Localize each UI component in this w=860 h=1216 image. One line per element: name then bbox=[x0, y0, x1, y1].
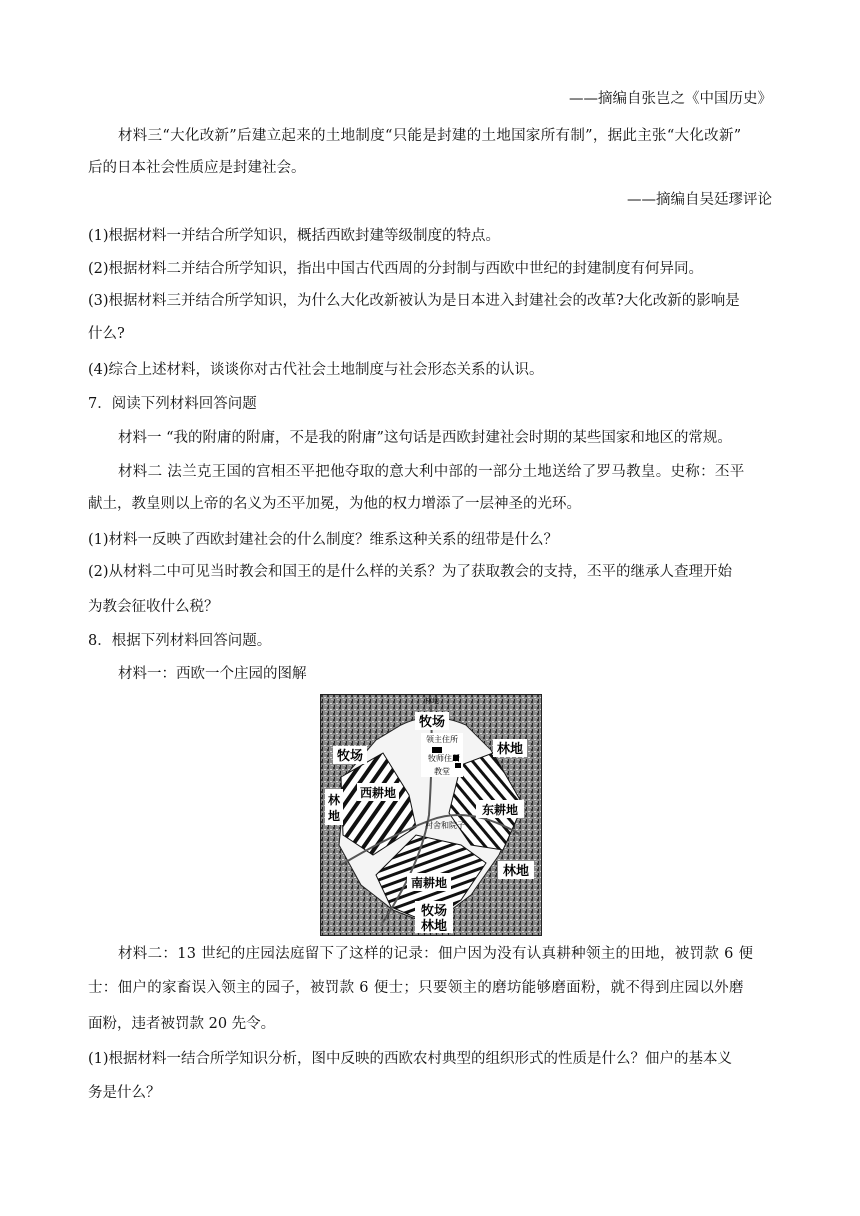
material-3-line-2: 后的日本社会性质应是封建社会。 bbox=[88, 160, 306, 176]
question-8-1-line-2: 务是什么？ bbox=[88, 1085, 161, 1101]
question-8-1-line-1: (1)根据材料一结合所学知识分析，图中反映的西欧农村典型的组织形式的性质是什么？佃户的基本义 bbox=[88, 1051, 733, 1067]
question-6-2: (2)根据材料二并结合所学知识，指出中国古代西周的分封制与西欧中世纪的封建制度有何异同。 bbox=[88, 261, 704, 277]
pasture-bottom-label: 牧场 bbox=[420, 904, 448, 919]
source-citation-1: ——摘编自张岂之《中国历史》 bbox=[569, 91, 772, 107]
question-7-2-line-1: (2)从材料二中可见当时教会和国王的是什么样的关系？为了获取教会的支持，丕平的继承人查理开始 bbox=[88, 564, 733, 580]
question-8-material-2-line-1: 材料二：13 世纪的庄园法庭留下了这样的记录：佃户因为没有认真耕种领主的田地，被罚款 6 便 bbox=[118, 946, 754, 962]
forest-lower-right-label: 林地 bbox=[502, 864, 530, 879]
church-label: 教堂 bbox=[434, 767, 450, 776]
pasture-left-label: 牧场 bbox=[336, 749, 364, 764]
forest-left-label-2: 地 bbox=[327, 809, 341, 823]
question-8-material-1-caption: 材料一：西欧一个庄园的图解 bbox=[118, 666, 307, 682]
source-citation-2: ——摘编自吴廷璆评论 bbox=[627, 192, 772, 208]
question-7-material-2-line-2: 献土，教皇则以上帝的名义为丕平加冕，为他的权力增添了一层神圣的光环。 bbox=[88, 496, 581, 512]
question-7-1: (1)材料一反映了西欧封建社会的什么制度？维系这种关系的纽带是什么？ bbox=[88, 532, 559, 548]
question-8-material-2-line-2: 士：佃户的家畜误入领主的园子，被罚款 6 便士；只要领主的磨坊能够磨面粉，就不得到庄园以外磨 bbox=[88, 980, 744, 996]
manor-diagram bbox=[320, 694, 542, 936]
question-6-1: (1)根据材料一并结合所学知识，概括西欧封建等级制度的特点。 bbox=[88, 228, 501, 244]
question-6-3-line-1: (3)根据材料三并结合所学知识，为什么大化改新被认为是日本进入封建社会的改革?大化改新的影响是 bbox=[88, 293, 740, 309]
west-field-label: 西耕地 bbox=[359, 786, 397, 800]
forest-right-label: 林地 bbox=[496, 742, 524, 757]
material-3-line-1: 材料三“大化改新”后建立起来的土地制度“只能是封建的土地国家所有制”，据此主张“大化改新” bbox=[118, 128, 742, 144]
forest-top-label: 林地 bbox=[425, 697, 439, 705]
forest-bottom-label: 林地 bbox=[420, 919, 448, 934]
question-7-material-2-line-1: 材料二 法兰克王国的宫相丕平把他夺取的意大利中部的一部分土地送给了罗马教皇。史称：丕平 bbox=[118, 464, 745, 480]
question-7-title: 7．阅读下列材料回答问题 bbox=[88, 396, 257, 412]
question-7-material-1: 材料一 “我的附庸的附庸，不是我的附庸”这句话是西欧封建社会时期的某些国家和地区的常规。 bbox=[118, 430, 732, 446]
question-7-2-line-2: 为教会征收什么税？ bbox=[88, 599, 219, 615]
lord-house-label: 领主住所 bbox=[426, 735, 458, 744]
question-8-title: 8．根据下列材料回答问题。 bbox=[88, 633, 272, 649]
forest-left-label-1: 林 bbox=[327, 793, 341, 807]
south-field-label: 南耕地 bbox=[410, 876, 448, 890]
question-6-4: (4)综合上述材料，谈谈你对古代社会土地制度与社会形态关系的认识。 bbox=[88, 362, 544, 378]
pasture-top-label: 牧场 bbox=[418, 715, 446, 730]
east-field-label: 东耕地 bbox=[481, 803, 519, 817]
question-8-material-2-line-3: 面粉，违者被罚款 20 先令。 bbox=[88, 1016, 276, 1032]
priest-house-label: 牧师住所 bbox=[428, 754, 460, 763]
question-6-3-line-2: 什么? bbox=[88, 326, 125, 342]
village-label: 村舍和院子 bbox=[425, 821, 465, 830]
